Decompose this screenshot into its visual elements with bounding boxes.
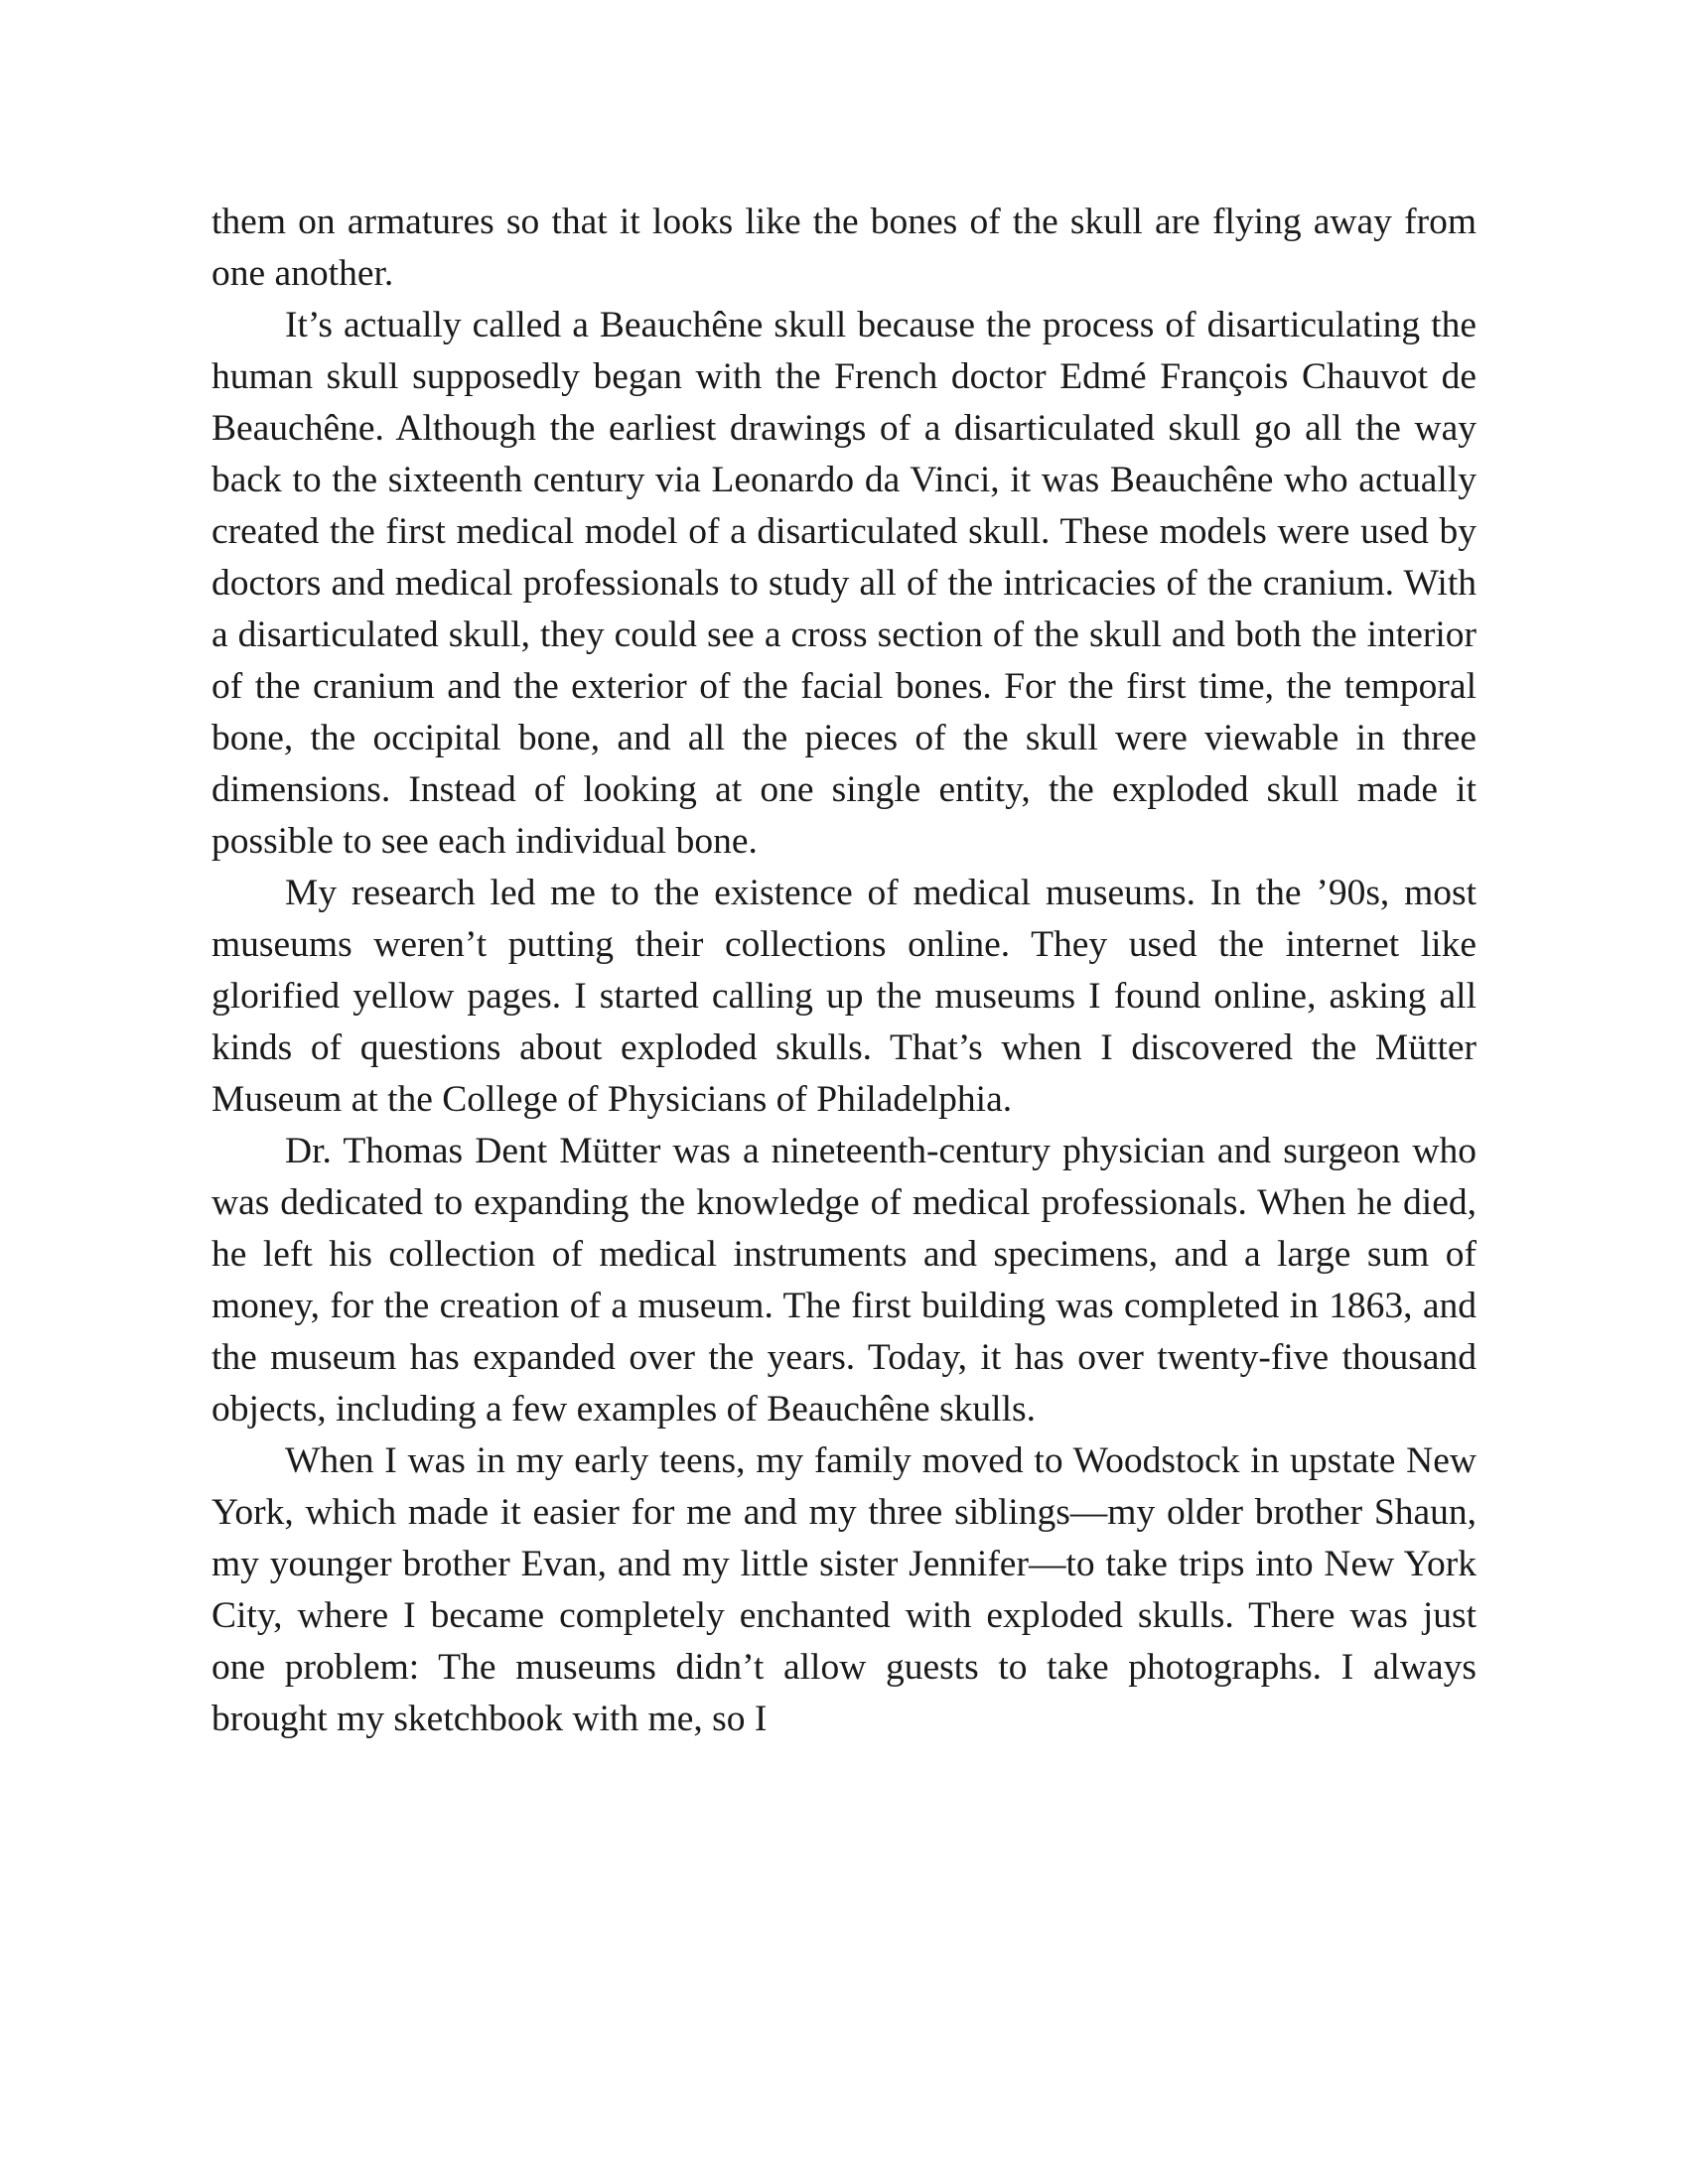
paragraph-continuation: them on armatures so that it looks like the bones of the skull are flying away from one another. xyxy=(211,202,1477,294)
paragraph-beauchene-skull: It’s actually called a Beauchêne skull because the process of disarticulating the human skull supposedly began with the French doctor Edmé François Chauvot de Beauchêne. Although the earliest drawings of a disarticulated skull go all the way back to the sixteenth century via Leonardo da Vinci, it was Beauchêne who actually created the first medical model of a disarticulated skull. These models were used by doctors and medical professionals to study all of the intricacies of the cranium. With a disarticulated skull, they could see a cross section of the skull and both the interior of the cranium and the exterior of the facial bones. For the first time, the temporal bone, the occipital bone, and all the pieces of the skull were viewable in three dimensions. Instead of looking at one single entity, the exploded skull made it possible to see each individual bone. xyxy=(211,305,1477,862)
paragraph-woodstock: When I was in my early teens, my family moved to Woodstock in upstate New York, which made it easier for me and my three siblings—my older brother Shaun, my younger brother Evan, and my little sister Jennifer—to take trips into New York City, where I became completely enchanted with exploded skulls. There was just one problem: The museums didn’t allow guests to take photographs. I always brought my sketchbook with me, so I xyxy=(211,1440,1477,1739)
body-text xyxy=(211,197,1477,1745)
paragraph-thomas-mutter: Dr. Thomas Dent Mütter was a nineteenth-century physician and surgeon who was dedicated to expanding the knowledge of medical professionals. When he died, he left his collection of medical instruments and specimens, and a large sum of money, for the creation of a museum. The first building was completed in 1863, and the museum has expanded over the years. Today, it has over twenty-five thousand objects, including a few examples of Beauchêne skulls. xyxy=(211,1131,1477,1430)
paragraph-medical-museums: My research led me to the existence of medical museums. In the ’90s, most museums weren’t putting their collections online. They used the internet like glorified yellow pages. I started calling up the museums I found online, asking all kinds of questions about exploded skulls. That’s when I discovered the Mütter Museum at the College of Physicians of Philadelphia. xyxy=(211,873,1477,1120)
